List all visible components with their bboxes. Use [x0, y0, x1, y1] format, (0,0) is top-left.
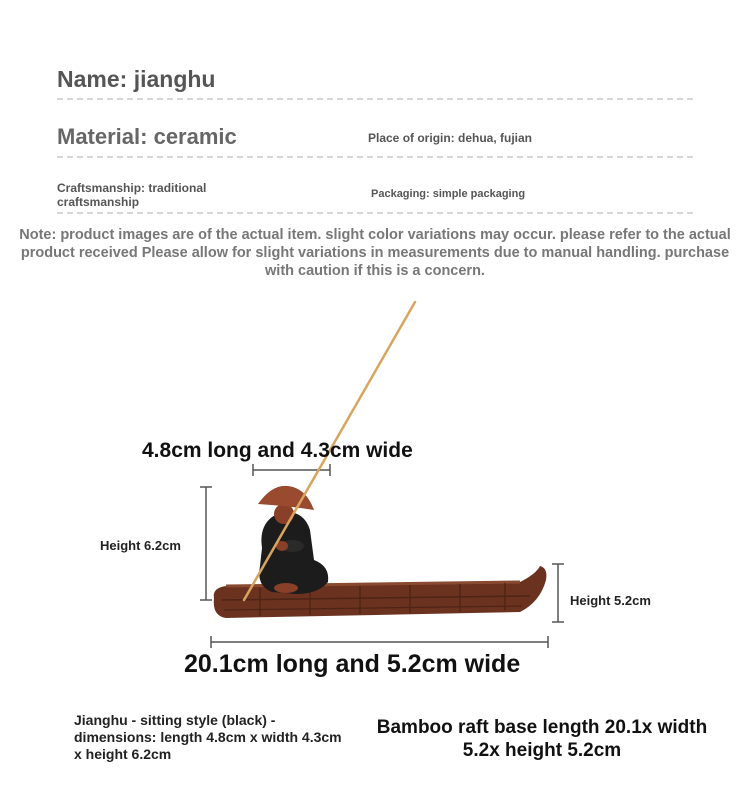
spec-craftsmanship: Craftsmanship: traditional craftsmanship: [57, 181, 207, 209]
dimension-label-figure-height: Height 6.2cm: [100, 538, 181, 553]
dimension-label-bottom: 20.1cm long and 5.2cm wide: [184, 650, 521, 678]
divider: [57, 156, 693, 158]
fisherman-feet: [274, 583, 298, 593]
spec-name: Name: jianghu: [57, 66, 216, 92]
disclaimer-note: Note: product images are of the actual item. slight color variations may occur. please refer to the actual product received Please allow for slight variations in measurements due to manual handling. purchase with caution if this is a concern.: [19, 227, 731, 279]
base-description: Bamboo raft base length 20.1x width 5.2x height 5.2cm: [376, 717, 708, 761]
divider: [57, 98, 693, 100]
spec-origin: Place of origin: dehua, fujian: [368, 131, 533, 145]
fisherman-robe: [259, 512, 328, 594]
dimension-label-base-height: Height 5.2cm: [570, 593, 651, 608]
spec-packaging: Packaging: simple packaging: [371, 188, 526, 200]
divider: [57, 212, 693, 214]
fisherman-face: [274, 504, 294, 524]
dimension-label-top: 4.8cm long and 4.3cm wide: [142, 439, 413, 462]
spec-material: Material: ceramic: [57, 124, 237, 149]
figure-description: Jianghu - sitting style (black) - dimensions: length 4.8cm x width 4.3cm x height 6.2cm: [74, 712, 342, 762]
